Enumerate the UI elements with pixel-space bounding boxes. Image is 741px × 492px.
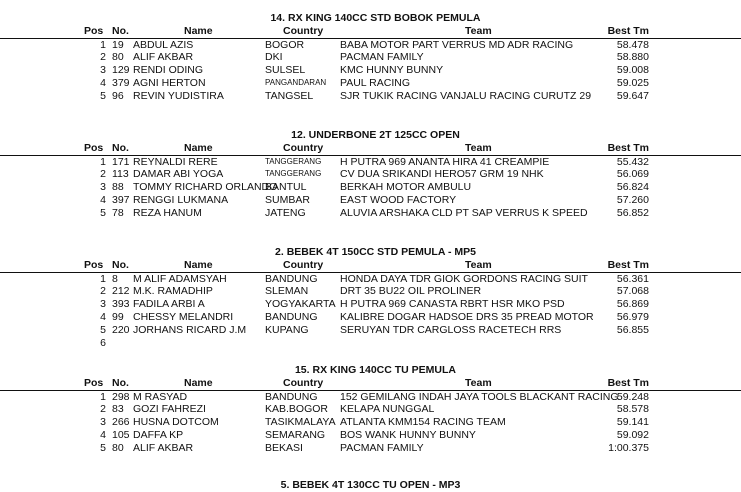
results-section	[0, 11, 741, 103]
cell-best: 56.855	[616, 324, 649, 337]
cell-best: 58.478	[616, 38, 649, 51]
table-row	[0, 403, 741, 416]
cell-country: TASIKMALAYA	[265, 416, 336, 429]
cell-country: TANGGERANG	[265, 169, 322, 179]
table-header	[0, 259, 741, 273]
cell-no: 113	[112, 168, 129, 181]
cell-pos: 4	[100, 429, 106, 442]
cell-pos: 5	[100, 207, 106, 220]
cell-country: BANDUNG	[265, 390, 318, 403]
cell-name: M.K. RAMADHIP	[133, 285, 213, 298]
table-header	[0, 25, 741, 39]
cell-no: 96	[112, 90, 124, 103]
header-pos: Pos	[84, 142, 104, 154]
cell-country: BEKASI	[265, 442, 303, 455]
cell-no: 83	[112, 403, 124, 416]
cell-country: SLEMAN	[265, 285, 309, 298]
cell-team: SERUYAN TDR CARGLOSS RACETECH RRS	[340, 324, 562, 337]
results-section	[0, 128, 741, 220]
cell-country: SULSEL	[265, 64, 306, 77]
cell-team: ATLANTA KMM154 RACING TEAM	[340, 416, 506, 429]
cell-best: 59.647	[616, 90, 649, 103]
cell-team: H PUTRA 969 ANANTA HIRA 41 CREAMPIE	[340, 155, 550, 168]
header-pos: Pos	[84, 377, 104, 389]
cell-no: 298	[112, 390, 130, 403]
cell-no: 393	[112, 298, 130, 311]
cell-team: 152 GEMILANG INDAH JAYA TOOLS BLACKANT RACING	[340, 390, 619, 403]
cell-pos: 2	[100, 168, 106, 181]
cell-pos: 4	[100, 77, 106, 90]
header-best: Best Tm	[607, 142, 649, 154]
results-section	[0, 363, 741, 455]
cell-best: 56.869	[616, 298, 649, 311]
next-section-title: 5. BEBEK 4T 130CC TU OPEN - MP3	[280, 479, 461, 491]
cell-name: HUSNA DOTCOM	[133, 416, 219, 429]
cell-pos: 1	[100, 272, 106, 285]
cell-country: YOGYAKARTA	[265, 298, 336, 311]
table-row	[0, 273, 741, 286]
cell-no: 266	[112, 416, 130, 429]
cell-name: REZA HANUM	[133, 207, 202, 220]
cell-pos: 5	[100, 442, 106, 455]
cell-no: 379	[112, 77, 130, 90]
cell-country: BOGOR	[265, 38, 305, 51]
results-section	[0, 245, 741, 350]
cell-country: TANGSEL	[265, 90, 314, 103]
cell-best: 55.432	[616, 155, 649, 168]
cell-best: 56.979	[616, 311, 649, 324]
cell-pos: 2	[100, 285, 106, 298]
table-row	[0, 207, 741, 220]
cell-name: ABDUL AZIS	[133, 38, 194, 51]
table-row	[0, 168, 741, 181]
cell-no: 80	[112, 51, 124, 64]
cell-no: 129	[112, 64, 130, 77]
cell-team: PACMAN FAMILY	[340, 442, 424, 455]
cell-no: 8	[112, 272, 118, 285]
header-name: Name	[184, 259, 213, 271]
cell-team: H PUTRA 969 CANASTA RBRT HSR MKO PSD	[340, 298, 565, 311]
cell-no: 220	[112, 324, 130, 337]
cell-best: 59.248	[616, 390, 649, 403]
cell-country: JATENG	[265, 207, 306, 220]
table-row	[0, 429, 741, 442]
table-row	[0, 181, 741, 194]
cell-best: 57.068	[616, 285, 649, 298]
cell-pos: 1	[100, 38, 106, 51]
cell-best: 59.141	[616, 416, 649, 429]
header-best: Best Tm	[607, 25, 649, 37]
header-country: Country	[283, 25, 324, 37]
cell-team: DRT 35 BU22 OIL PROLINER	[340, 285, 482, 298]
cell-country: BANDUNG	[265, 272, 318, 285]
cell-pos: 5	[100, 90, 106, 103]
cell-country: SUMBAR	[265, 194, 310, 207]
cell-name: REYNALDI RERE	[133, 155, 218, 168]
table-row	[0, 324, 741, 337]
cell-country: BANTUL	[265, 181, 307, 194]
cell-no: 397	[112, 194, 130, 207]
cell-country: SEMARANG	[265, 429, 326, 442]
header-name: Name	[184, 25, 213, 37]
table-header	[0, 142, 741, 156]
cell-name: REVIN YUDISTIRA	[133, 90, 224, 103]
header-best: Best Tm	[607, 259, 649, 271]
cell-pos: 4	[100, 311, 106, 324]
cell-team: SJR TUKIK RACING VANJALU RACING CURUTZ 29	[340, 90, 592, 103]
header-pos: Pos	[84, 259, 104, 271]
header-name: Name	[184, 142, 213, 154]
header-pos: Pos	[84, 25, 104, 37]
cell-country: TANGGERANG	[265, 156, 322, 166]
cell-best: 56.824	[616, 181, 649, 194]
cell-best: 58.880	[616, 51, 649, 64]
cell-pos: 2	[100, 51, 106, 64]
section-title: 14. RX KING 140CC STD BOBOK PEMULA	[270, 12, 481, 24]
cell-name: ALIF AKBAR	[133, 51, 194, 64]
cell-best: 58.578	[616, 403, 649, 416]
header-no: No.	[112, 259, 129, 271]
cell-name: M RASYAD	[133, 390, 188, 403]
table-row	[0, 391, 741, 404]
table-row	[0, 337, 741, 350]
cell-best: 59.025	[616, 77, 649, 90]
cell-best: 56.852	[616, 207, 649, 220]
table-header	[0, 377, 741, 391]
cell-pos: 3	[100, 416, 106, 429]
cell-name: ALIF AKBAR	[133, 442, 194, 455]
header-best: Best Tm	[607, 377, 649, 389]
cell-no: 80	[112, 442, 124, 455]
table-row	[0, 90, 741, 103]
header-no: No.	[112, 25, 129, 37]
table-row	[0, 51, 741, 64]
cell-no: 171	[112, 155, 130, 168]
cell-team: EAST WOOD FACTORY	[340, 194, 457, 207]
cell-no: 212	[112, 285, 130, 298]
cell-team: KALIBRE DOGAR HADSOE DRS 35 PREAD MOTOR	[340, 311, 594, 324]
cell-team: HONDA DAYA TDR GIOK GORDONS RACING SUIT	[340, 272, 588, 285]
cell-country: DKI	[265, 51, 283, 64]
cell-name: JORHANS RICARD J.M	[133, 324, 247, 337]
section-title: 12. UNDERBONE 2T 125CC OPEN	[291, 129, 460, 141]
cell-best: 1:00.375	[608, 442, 649, 455]
cell-team: BERKAH MOTOR AMBULU	[340, 181, 472, 194]
cell-pos: 1	[100, 155, 106, 168]
table-row	[0, 285, 741, 298]
header-country: Country	[283, 142, 324, 154]
cell-no: 88	[112, 181, 124, 194]
cell-name: DAMAR ABI YOGA	[133, 168, 224, 181]
cell-no: 19	[112, 38, 124, 51]
cell-team: BABA MOTOR PART VERRUS MD ADR RACING	[340, 38, 574, 51]
cell-country: KUPANG	[265, 324, 309, 337]
header-team: Team	[465, 25, 492, 37]
header-team: Team	[465, 377, 492, 389]
cell-best: 57.260	[616, 194, 649, 207]
cell-pos: 1	[100, 390, 106, 403]
table-row	[0, 39, 741, 52]
cell-pos: 4	[100, 194, 106, 207]
cell-pos: 6	[100, 336, 106, 349]
table-row	[0, 442, 741, 455]
table-row	[0, 194, 741, 207]
table-row	[0, 311, 741, 324]
header-no: No.	[112, 377, 129, 389]
cell-pos: 2	[100, 403, 106, 416]
table-row	[0, 298, 741, 311]
cell-country: PANGANDARAN	[265, 78, 327, 88]
cell-best: 59.092	[616, 429, 649, 442]
cell-no: 99	[112, 311, 124, 324]
cell-pos: 3	[100, 181, 106, 194]
cell-name: TOMMY RICHARD ORLANDO	[133, 181, 278, 194]
header-no: No.	[112, 142, 129, 154]
header-country: Country	[283, 377, 324, 389]
cell-country: BANDUNG	[265, 311, 318, 324]
table-row	[0, 64, 741, 77]
cell-pos: 3	[100, 298, 106, 311]
cell-team: KELAPA NUNGGAL	[340, 403, 435, 416]
cell-best: 56.069	[616, 168, 649, 181]
cell-name: AGNI HERTON	[133, 77, 206, 90]
cell-team: BOS WANK HUNNY BUNNY	[340, 429, 476, 442]
cell-team: KMC HUNNY BUNNY	[340, 64, 444, 77]
header-country: Country	[283, 259, 324, 271]
cell-name: RENDI ODING	[133, 64, 204, 77]
cell-name: M ALIF ADAMSYAH	[133, 272, 227, 285]
table-row	[0, 77, 741, 90]
table-row	[0, 416, 741, 429]
cell-team: PAUL RACING	[340, 77, 411, 90]
cell-name: GOZI FAHREZI	[133, 403, 206, 416]
cell-best: 59.008	[616, 64, 649, 77]
section-title: 15. RX KING 140CC TU PEMULA	[294, 364, 457, 376]
cell-no: 105	[112, 429, 130, 442]
cell-no: 78	[112, 207, 124, 220]
header-team: Team	[465, 142, 492, 154]
cell-name: CHESSY MELANDRI	[133, 311, 234, 324]
cell-team: ALUVIA ARSHAKA CLD PT SAP VERRUS K SPEED	[340, 207, 588, 220]
cell-best: 56.361	[616, 272, 649, 285]
cell-pos: 3	[100, 64, 106, 77]
header-team: Team	[465, 259, 492, 271]
cell-team: CV DUA SRIKANDI HERO57 GRM 19 NHK	[340, 168, 544, 181]
cell-team: PACMAN FAMILY	[340, 51, 424, 64]
cell-name: FADILA ARBI A	[133, 298, 205, 311]
cell-country: KAB.BOGOR	[265, 403, 329, 416]
cell-name: RENGGI LUKMANA	[133, 194, 229, 207]
header-name: Name	[184, 377, 213, 389]
section-title: 2. BEBEK 4T 150CC STD PEMULA - MP5	[275, 246, 476, 258]
cell-pos: 5	[100, 324, 106, 337]
table-row	[0, 156, 741, 169]
cell-name: DAFFA KP	[133, 429, 184, 442]
